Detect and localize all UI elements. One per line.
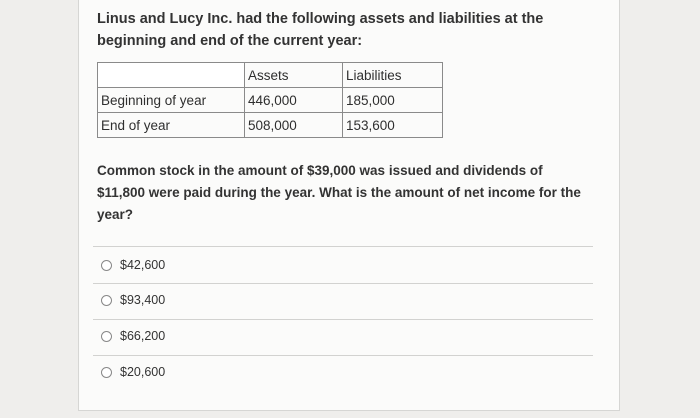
table-row xyxy=(98,113,443,138)
radio-button-icon[interactable] xyxy=(101,331,112,342)
answer-option-2[interactable] xyxy=(101,293,165,307)
answer-option-1[interactable] xyxy=(101,258,165,272)
answer-option-label: $93,400 xyxy=(120,293,166,307)
answer-option-label: $42,600 xyxy=(120,258,166,272)
table-header-assets: Assets xyxy=(245,63,343,88)
divider xyxy=(93,246,593,247)
assets-liabilities-table xyxy=(97,62,443,138)
radio-button-icon[interactable] xyxy=(101,260,112,271)
table-cell-period: End of year xyxy=(98,113,245,138)
table-header-blank xyxy=(98,63,245,88)
divider xyxy=(93,319,593,320)
answer-option-4[interactable] xyxy=(101,365,165,379)
question-card xyxy=(78,0,620,411)
question-title: Linus and Lucy Inc. had the following assets and liabilities at the beginning and end of the current year: xyxy=(97,11,544,49)
table-cell-liabilities: 153,600 xyxy=(343,113,443,138)
radio-button-icon[interactable] xyxy=(101,295,112,306)
answer-option-label: $20,600 xyxy=(120,365,166,379)
answer-option-label: $66,200 xyxy=(120,329,166,343)
question-stem: Common stock in the amount of $39,000 was issued and dividends of $11,800 were paid during the year. What is the amount of net income for the year? xyxy=(97,163,581,222)
table-cell-assets: 446,000 xyxy=(245,88,343,113)
table-header-row xyxy=(98,63,443,88)
divider xyxy=(93,355,593,356)
answer-option-3[interactable] xyxy=(101,329,165,343)
table-row xyxy=(98,88,443,113)
table-cell-assets: 508,000 xyxy=(245,113,343,138)
table-cell-liabilities: 185,000 xyxy=(343,88,443,113)
table-header-liabilities: Liabilities xyxy=(343,63,443,88)
radio-button-icon[interactable] xyxy=(101,367,112,378)
divider xyxy=(93,283,593,284)
table-cell-period: Beginning of year xyxy=(98,88,245,113)
